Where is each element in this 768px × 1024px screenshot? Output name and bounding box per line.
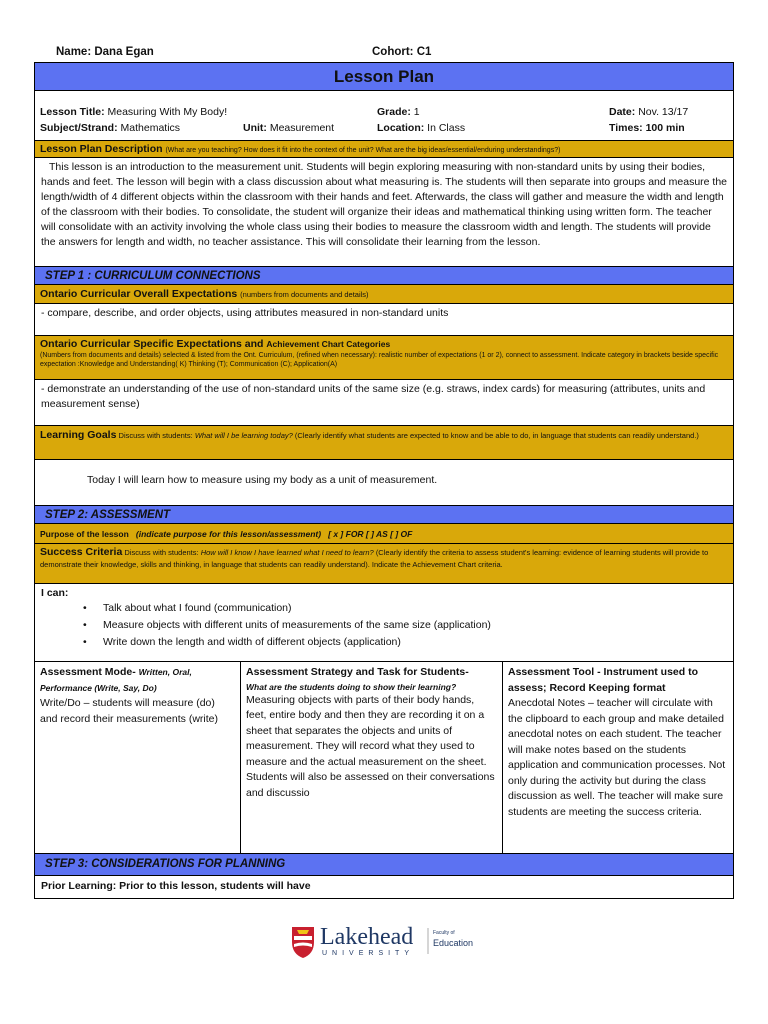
success-criteria-body	[35, 584, 733, 662]
assessment-tool: Assessment Tool - Instrument used to assess; Record Keeping format Anecdotal Notes – teacher will circulate with the clipboard to each group and make detailed anecdotal notes on each student. The teacher will make notes based on the students application and communication processes. Not only during the activity but during the class discussion as well. The teacher will make sure students are meeting the success criteria.	[502, 662, 732, 853]
success-criteria-list	[35, 600, 733, 651]
list-item: • Talk about what I found (communication)	[83, 600, 733, 617]
description-text: This lesson is an introduction to the measurement unit. Students will begin exploring measuring with non-standard units by using their bodies, hands and feet. The lesson will begin with a class discussion about what measuring is. The students will then separate into groups and measure the length/width of 4 different objects within the classroom with their hands and feet. Afterwards, the class will gather and measure the width and length of the classroom with their bodies. To consolidate, the student will organize their ideas and mathematical thinking using written form. The teacher will consolidate with an activity involving the whole class using their bodies to measure the classroom width and length. The students will provide the answers for length and width, no teacher assistance. This will consolidate their learning from the lesson.	[35, 158, 733, 267]
date: Date: Nov. 13/17	[609, 106, 689, 118]
lakehead-logo	[290, 924, 490, 960]
step2-header: STEP 2: ASSESSMENT	[35, 506, 733, 524]
overall-expectations-text: - compare, describe, and order objects, using attributes measured in non-standard units	[35, 304, 733, 336]
logo-name: Lakehead	[320, 924, 414, 950]
subject: Subject/Strand: Mathematics	[40, 122, 181, 134]
assessment-strategy: Assessment Strategy and Task for Students- What are the students doing to show their learning? Measuring objects with parts of their body hands, feet, entire body and then they are recording it on a sheet that separates the objects and units of measurement. They will record what they used to measure and the actual measurement on the sheet. Students will also be assessed on their conversations and discussio	[240, 662, 502, 853]
assessment-mode: Assessment Mode- Written, Oral, Performance (Write, Say, Do) Write/Do – students will measure (do) and record their measurements (write)	[40, 666, 218, 725]
location: Location: In Class	[377, 122, 466, 134]
lesson-plan-sheet	[34, 62, 734, 899]
prior-learning: Prior Learning: Prior to this lesson, students will have	[41, 880, 311, 892]
list-item: • Measure objects with different units of measurements of the same size (application)	[83, 617, 733, 634]
logo-sub: UNIVERSITY	[322, 950, 415, 957]
step1-header: STEP 1 : CURRICULUM CONNECTIONS	[35, 267, 733, 285]
unit: Unit: Measurement	[243, 122, 335, 134]
learning-goals-header: Learning Goals Discuss with students: What will I be learning today? (Clearly identify what students are expected to know and be able to do, in language that students can readily understand.)	[35, 426, 733, 460]
student-name: Name: Dana Egan	[56, 46, 154, 58]
lesson-title: Lesson Title: Measuring With My Body!	[40, 106, 228, 118]
grade: Grade: 1	[377, 106, 420, 118]
lesson-info	[35, 91, 733, 141]
specific-expectations-text: - demonstrate an understanding of the use of non-standard units of the same size (e.g. straws, index cards) for measuring (attributes, units and measurement sense)	[35, 380, 733, 426]
overall-expectations-header: Ontario Curricular Overall Expectations (numbers from documents and details)	[35, 285, 733, 304]
page-title: Lesson Plan	[35, 63, 733, 91]
step3-header: STEP 3: CONSIDERATIONS FOR PLANNING	[35, 854, 733, 876]
assessment-columns	[35, 662, 733, 854]
learning-goals-text: Today I will learn how to measure using my body as a unit of measurement.	[35, 460, 733, 506]
name-row	[34, 46, 734, 62]
logo-faculty-small: Faculty of	[433, 930, 455, 936]
list-item: • Write down the length and width of different objects (application)	[83, 634, 733, 651]
purpose-row: Purpose of the lesson (indicate purpose for this lesson/assessment) [ x ] FOR [ ] AS [ ] OF	[35, 524, 733, 544]
success-criteria-header: Success Criteria Discuss with students: How will I know I have learned what I need to learn? (Clearly identify the criteria to assess student's learning: evidence of learning students will provide to demonstrate their knowledge, skills and thinking, in language that students can readily understand). Indicate the Achievement Chart criteria.	[35, 544, 733, 584]
specific-expectations-header: Ontario Curricular Specific Expectations and Achievement Chart Categories (Numbers from documents and details) selected & listed from the Ont. Curriculum, (refined when necessary): realistic number of expectations (1 or 2), connect to assessment. Indicate category in brackets beside specific expectation :Knowledge and Understanding( K) Thinking (T); Communication (C); Application(A)	[35, 336, 733, 380]
times: Times: 100 min	[609, 122, 685, 134]
i-can-label: I can:	[41, 587, 69, 599]
cohort: Cohort: C1	[372, 46, 432, 58]
description-header: Lesson Plan Description (What are you teaching? How does it fit into the context of the unit? What are the big ideas/essential/enduring understandings?)	[35, 141, 733, 158]
logo-faculty: Education	[433, 938, 474, 948]
